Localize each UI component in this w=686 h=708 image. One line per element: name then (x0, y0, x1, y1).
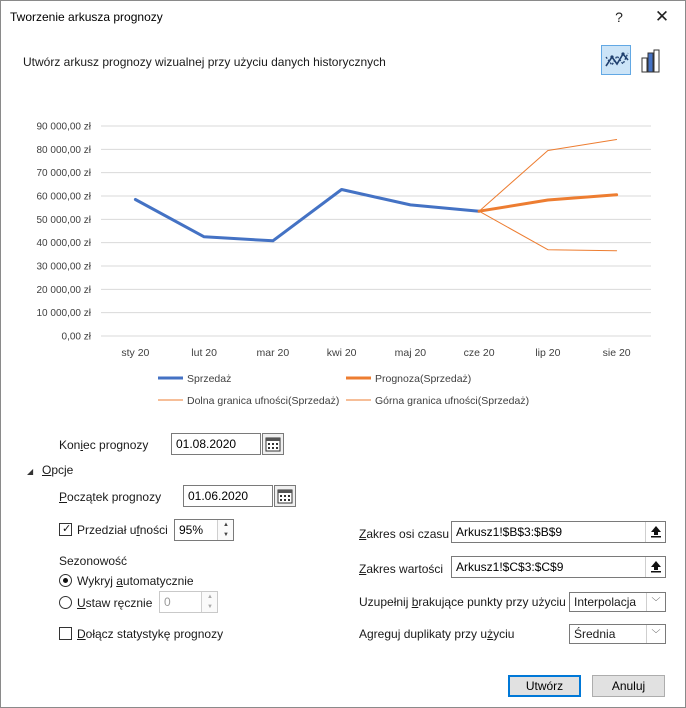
forecast-start-input[interactable]: 01.06.2020 (183, 485, 273, 507)
y-tick-label: 10 000,00 zł (36, 308, 91, 320)
include-stats-label (77, 627, 223, 641)
series-line-0 (135, 190, 479, 241)
seasonality-auto-label-part: utomatycznie (122, 574, 194, 588)
calendar-icon (277, 488, 293, 504)
y-tick-label: 40 000,00 zł (36, 238, 91, 250)
seasonality-label: Sezonowość (59, 554, 128, 568)
seasonality-manual-label (77, 596, 152, 610)
seasonality-spinner (201, 592, 217, 612)
timeline-range-collapse-button[interactable] (645, 522, 665, 542)
options-toggle-accel: O (42, 463, 52, 477)
fill-missing-label (359, 595, 566, 609)
confidence-label-part: ności (139, 523, 168, 537)
line-chart-view-button[interactable] (601, 45, 631, 75)
forecast-end-label (59, 438, 148, 452)
fill-missing-value: Interpolacja (574, 595, 637, 609)
x-tick-label: kwi 20 (326, 347, 357, 359)
include-stats-checkbox[interactable] (59, 627, 72, 640)
legend-label: Dolna granica ufności(Sprzedaż) (187, 395, 340, 407)
spin-up-icon[interactable]: ▲ (223, 522, 229, 528)
collapse-dialog-icon (650, 560, 662, 573)
seasonality-manual-label-accel: U (77, 596, 86, 610)
confidence-label-accel: f (136, 523, 140, 537)
checkmark-icon: ✓ (62, 523, 72, 535)
options-toggle[interactable] (42, 463, 73, 477)
series-line-1 (479, 195, 616, 211)
x-tick-label: cze 20 (463, 347, 495, 359)
seasonality-auto-label-part: Wykryj (77, 574, 117, 588)
seasonality-manual-value: 0 (164, 595, 171, 609)
dialog-title: Tworzenie arkusza prognozy (10, 10, 163, 24)
x-tick-label: sty 20 (121, 347, 150, 359)
forecast-end-label-part: Kon (59, 438, 81, 452)
create-button[interactable]: Utwórz (508, 675, 581, 697)
confidence-value: 95% (179, 523, 204, 537)
title-bar (1, 1, 685, 33)
legend-label: Sprzedaż (187, 373, 232, 385)
forecast-end-label-part: ec prognozy (83, 438, 149, 452)
forecast-start-label (59, 490, 161, 504)
x-tick-label: lip 20 (535, 347, 561, 359)
spin-down-icon[interactable]: ▼ (223, 532, 229, 538)
seasonality-manual-input (159, 591, 218, 613)
timeline-range-input[interactable] (451, 521, 666, 543)
fill-missing-label-accel: b (411, 595, 419, 609)
x-tick-label: mar 20 (256, 347, 290, 359)
y-tick-label: 30 000,00 zł (36, 261, 91, 273)
legend-label: Górna granica ufności(Sprzedaż) (375, 395, 530, 407)
aggregate-label (359, 627, 514, 641)
forecast-start-calendar-button[interactable] (274, 485, 296, 507)
values-range-label (359, 562, 443, 576)
seasonality-manual-radio[interactable] (59, 596, 72, 609)
aggregate-label-accel: ż (487, 627, 494, 641)
legend-label: Prognoza(Sprzedaż) (375, 373, 472, 385)
y-tick-label: 90 000,00 zł (36, 121, 91, 133)
confidence-label-part: Przedział u (77, 523, 137, 537)
chevron-down-icon[interactable]: ﹀ (646, 593, 665, 611)
y-tick-label: 20 000,00 zł (36, 284, 91, 296)
seasonality-auto-label (77, 574, 194, 588)
collapse-dialog-icon (650, 525, 662, 538)
confidence-input[interactable] (174, 519, 234, 541)
close-button[interactable]: ✕ (654, 7, 670, 26)
y-tick-label: 80 000,00 zł (36, 144, 91, 156)
values-range-input[interactable] (451, 556, 666, 578)
seasonality-auto-label-accel: a (116, 574, 123, 588)
x-tick-label: maj 20 (394, 347, 427, 359)
seasonality-manual-label-part: staw ręcznie (85, 596, 153, 610)
aggregate-value: Średnia (574, 627, 616, 641)
timeline-range-label (359, 527, 449, 541)
timeline-range-label-part: akres osi czasu (366, 527, 450, 541)
fill-missing-select[interactable] (569, 592, 666, 612)
line-chart-icon (602, 46, 632, 76)
values-range-label-accel: Z (359, 562, 367, 576)
column-chart-view-button[interactable] (635, 45, 665, 75)
series-line-2 (479, 211, 616, 251)
forecast-end-label-accel: i (80, 438, 84, 452)
y-tick-label: 0,00 zł (61, 331, 91, 343)
x-tick-label: sie 20 (602, 347, 631, 359)
aggregate-select[interactable] (569, 624, 666, 644)
values-range-value: Arkusz1!$C$3:$C$9 (456, 560, 564, 574)
aggregate-label-part: Agreguj duplikaty przy u (359, 627, 488, 641)
options-collapse-icon[interactable]: ◢ (27, 467, 34, 476)
options-toggle-label: pcje (51, 463, 74, 477)
forecast-end-input[interactable]: 01.08.2020 (171, 433, 261, 455)
values-range-collapse-button[interactable] (645, 557, 665, 577)
spin-up-icon: ▲ (207, 594, 213, 600)
y-tick-label: 50 000,00 zł (36, 214, 91, 226)
column-chart-icon (636, 46, 666, 76)
chevron-down-icon[interactable]: ﹀ (646, 625, 665, 643)
forecast-chart (1, 111, 685, 411)
fill-missing-label-part: Uzupełnij (359, 595, 412, 609)
forecast-end-calendar-button[interactable] (262, 433, 284, 455)
confidence-checkbox[interactable] (59, 523, 72, 536)
include-stats-label-part: ołącz statystykę prognozy (85, 627, 224, 641)
fill-missing-label-part: rakujące punkty przy użyciu (418, 595, 566, 609)
seasonality-auto-radio[interactable] (59, 574, 72, 587)
y-tick-label: 60 000,00 zł (36, 191, 91, 203)
y-tick-label: 70 000,00 zł (36, 168, 91, 180)
help-button[interactable]: ? (615, 9, 623, 25)
cancel-button[interactable]: Anuluj (592, 675, 665, 697)
confidence-label (77, 523, 168, 537)
x-tick-label: lut 20 (191, 347, 217, 359)
values-range-label-part: akres wartości (366, 562, 444, 576)
timeline-range-value: Arkusz1!$B$3:$B$9 (456, 525, 563, 539)
calendar-icon (265, 436, 281, 452)
dialog-subtitle: Utwórz arkusz prognozy wizualnej przy użyciu danych historycznych (23, 55, 386, 69)
confidence-spinner[interactable] (217, 520, 233, 540)
spin-down-icon: ▼ (207, 604, 213, 610)
timeline-range-label-accel: Z (359, 527, 367, 541)
aggregate-label-part: yciu (493, 627, 515, 641)
include-stats-label-accel: D (77, 627, 86, 641)
forecast-start-label-part: oczątek prognozy (67, 490, 162, 504)
forecast-start-label-accel: P (59, 490, 68, 504)
